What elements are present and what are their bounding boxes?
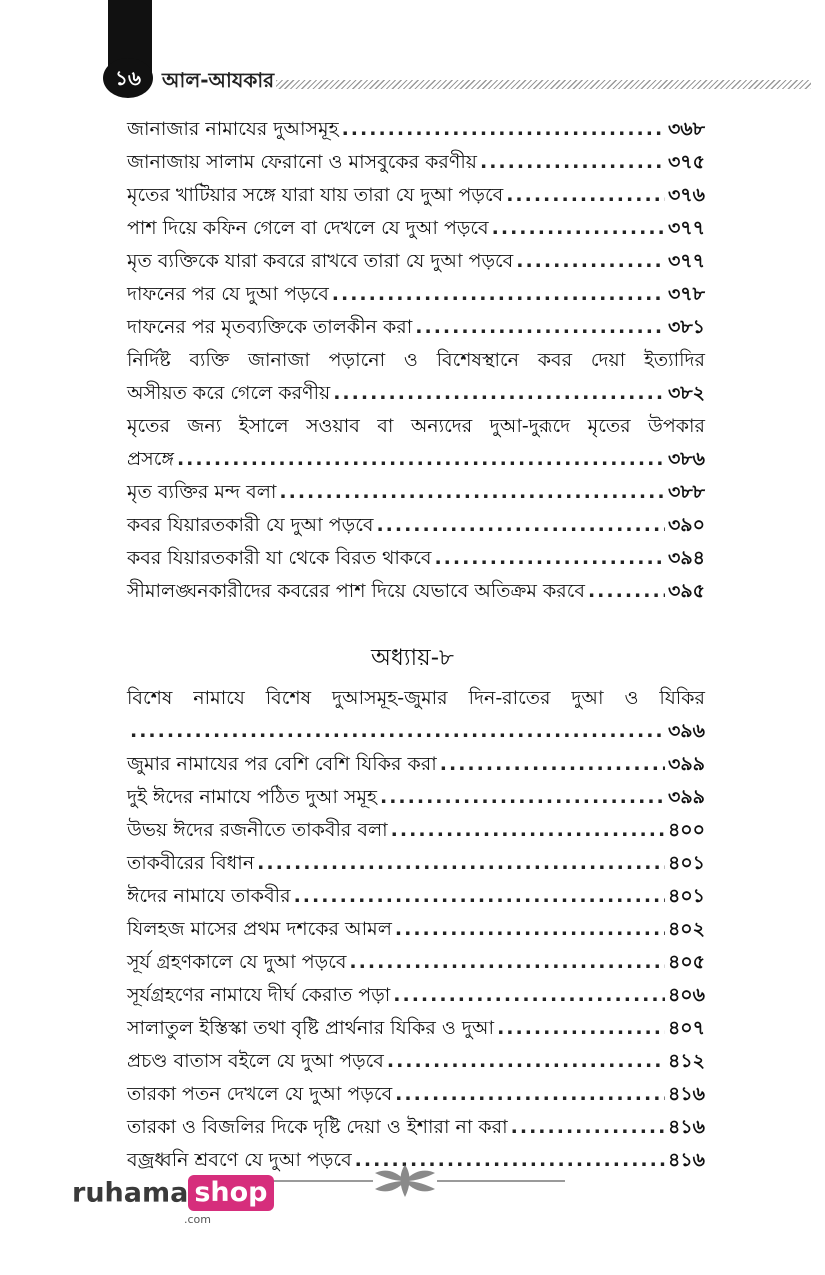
toc-entry bbox=[127, 1012, 705, 1045]
toc-entry bbox=[127, 542, 705, 575]
toc-page-number: ৪১৬ bbox=[667, 1083, 705, 1105]
toc-leader-dots bbox=[506, 179, 665, 212]
toc-leader-dots bbox=[332, 278, 665, 311]
toc-entry-title: উভয় ঈদের রজনীতে তাকবীর বলা bbox=[127, 819, 388, 841]
toc-page-number: ৪০০ bbox=[667, 819, 705, 841]
toc-entry-line: নির্দিষ্ট ব্যক্তি জানাজা পড়ানো ও বিশেষস্থানে কবর দেয়া ইত্যাদির bbox=[127, 349, 705, 371]
toc-leader-dots bbox=[415, 311, 665, 344]
toc-leader-dots bbox=[349, 946, 665, 979]
ruhama-shop-logo bbox=[72, 1175, 274, 1226]
toc-page-number: ৪১৬ bbox=[667, 1116, 705, 1138]
toc-leader-dots bbox=[279, 476, 665, 509]
toc-page-number: ৩৭৭ bbox=[667, 217, 705, 239]
toc-page-number: ৪১২ bbox=[667, 1050, 705, 1072]
toc-entry bbox=[127, 575, 705, 608]
toc-entry-title: দাফনের পর যে দুআ পড়বে bbox=[127, 283, 329, 305]
toc-entry bbox=[127, 476, 705, 509]
toc-page-number: ৪০৬ bbox=[667, 984, 705, 1006]
toc-entry-title: জানাজার নামাযের দুআসমূহ bbox=[127, 118, 339, 140]
toc-entry-title: কবর যিয়ারতকারী যে দুআ পড়বে bbox=[127, 514, 374, 536]
logo-text: ruhama bbox=[72, 1177, 189, 1209]
toc-entry bbox=[127, 913, 705, 946]
toc-entry bbox=[127, 1078, 705, 1111]
toc-entry-title: প্রসঙ্গে bbox=[127, 448, 174, 470]
toc-page-number: ৩৯৯ bbox=[667, 753, 705, 775]
toc-page-number: ৩৯৪ bbox=[667, 547, 705, 569]
toc-leader-dots bbox=[376, 509, 665, 542]
toc-entry bbox=[127, 979, 705, 1012]
toc-entry-title: পাশ দিয়ে কফিন গেলে বা দেখলে যে দুআ পড়বে bbox=[127, 217, 489, 239]
toc-leader-dots bbox=[440, 748, 665, 781]
toc-entry bbox=[127, 847, 705, 880]
logo-domain: .com bbox=[184, 1213, 211, 1226]
toc-leader-dots bbox=[294, 880, 665, 913]
toc-entry-title: সূর্য গ্রহণকালে যে দুআ পড়বে bbox=[127, 951, 347, 973]
toc-entry-title: মৃতের খাটিয়ার সঙ্গে যারা যায় তারা যে দুআ পড়বে bbox=[127, 184, 504, 206]
toc-entry-title: মৃত ব্যক্তির মন্দ বলা bbox=[127, 481, 277, 503]
toc-page-number: ৩৮১ bbox=[667, 316, 705, 338]
toc-page-number: ৪০৫ bbox=[667, 951, 705, 973]
toc-entry bbox=[127, 946, 705, 979]
toc-leader-dots bbox=[434, 542, 665, 575]
toc-entry-title: মৃত ব্যক্তিকে যারা কবরে রাখবে তারা যে দুআ পড়বে bbox=[127, 250, 514, 272]
toc-entry bbox=[127, 781, 705, 814]
toc-leader-dots bbox=[393, 979, 665, 1012]
toc-page-number: ৩৭৭ bbox=[667, 250, 705, 272]
toc-leader-dots bbox=[497, 1012, 665, 1045]
toc-leader-dots bbox=[480, 146, 665, 179]
toc-entry bbox=[127, 113, 705, 146]
toc-entry bbox=[127, 278, 705, 311]
toc-entry-title: যিলহজ মাসের প্রথম দশকের আমল bbox=[127, 918, 392, 940]
toc-entry-title: জুমার নামাযের পর বেশি বেশি যিকির করা bbox=[127, 753, 437, 775]
toc-entry bbox=[127, 179, 705, 212]
toc-page-number: ৪০২ bbox=[667, 918, 705, 940]
toc-entry bbox=[127, 715, 705, 748]
toc-entry bbox=[127, 509, 705, 542]
toc-leader-dots bbox=[257, 847, 665, 880]
page-number: ১৬ bbox=[103, 58, 153, 98]
toc-entry-title: অসীয়ত করে গেলে করণীয় bbox=[127, 382, 331, 404]
toc-leader-dots bbox=[391, 814, 665, 847]
toc-page-number: ৩৯৬ bbox=[667, 720, 705, 742]
toc-page-number: ৩৭৫ bbox=[667, 151, 705, 173]
book-title: আল-আযকার bbox=[162, 68, 275, 92]
toc-page-number: ৩৯৫ bbox=[667, 580, 705, 602]
toc-entry-title: তারকা পতন দেখলে যে দুআ পড়বে bbox=[127, 1083, 393, 1105]
toc-leader-dots bbox=[130, 715, 665, 748]
toc-page-number: ৩৬৮ bbox=[667, 118, 705, 140]
toc-entry bbox=[127, 1111, 705, 1144]
toc-page-number: ৪০৭ bbox=[667, 1017, 705, 1039]
toc-entry bbox=[127, 1045, 705, 1078]
toc-entry-title: দাফনের পর মৃতব্যক্তিকে তালকীন করা bbox=[127, 316, 413, 338]
toc-leader-dots bbox=[387, 1045, 665, 1078]
chapter-heading: অধ্যায়-৮ bbox=[371, 645, 454, 671]
header-rule bbox=[276, 80, 811, 89]
toc-page-number: ৩৮৬ bbox=[667, 448, 705, 470]
toc-entry-title: প্রচণ্ড বাতাস বইলে যে দুআ পড়বে bbox=[127, 1050, 384, 1072]
toc-entry-title: তারকা ও বিজলির দিকে দৃষ্টি দেয়া ও ইশারা না করা bbox=[127, 1116, 508, 1138]
toc-leader-dots bbox=[516, 245, 665, 278]
toc-entry bbox=[127, 443, 705, 476]
toc-page-number: ৩৭৮ bbox=[667, 283, 705, 305]
toc-entry-title: ঈদের নামাযে তাকবীর bbox=[127, 885, 291, 907]
toc-entry bbox=[127, 146, 705, 179]
toc-entry-title: তাকবীরের বিধান bbox=[127, 852, 255, 874]
toc-entry-title: দুই ঈদের নামাযে পঠিত দুআ সমূহ bbox=[127, 786, 377, 808]
toc-entry bbox=[127, 748, 705, 781]
toc-page-number: ৪১৬ bbox=[667, 1149, 705, 1171]
toc-entry bbox=[127, 880, 705, 913]
toc-leader-dots bbox=[333, 377, 665, 410]
toc-section-1 bbox=[127, 113, 705, 608]
toc-entry-line: বিশেষ নামাযে বিশেষ দুআসমূহ-জুমার দিন-রাতের দুআ ও যিকির bbox=[127, 687, 705, 709]
toc-entry bbox=[127, 311, 705, 344]
toc-leader-dots bbox=[177, 443, 665, 476]
toc-entry bbox=[127, 377, 705, 410]
toc-entry-title: বজ্রধ্বনি শ্রবণে যে দুআ পড়বে bbox=[127, 1149, 352, 1171]
toc-entry bbox=[127, 212, 705, 245]
toc-section-2 bbox=[127, 682, 705, 1177]
toc-leader-dots bbox=[588, 575, 665, 608]
toc-leader-dots bbox=[342, 113, 665, 146]
ornament-divider-icon bbox=[245, 1163, 565, 1199]
toc-page-number: ৩৮২ bbox=[667, 382, 705, 404]
toc-entry-title: সীমালঙ্ঘনকারীদের কবরের পাশ দিয়ে যেভাবে অতিক্রম করবে bbox=[127, 580, 585, 602]
toc-page-number: ৪০১ bbox=[667, 852, 705, 874]
toc-entry-line: মৃতের জন্য ইসালে সওয়াব বা অন্যদের দুআ-দুরূদে মৃতের উপকার bbox=[127, 415, 705, 437]
toc-page-number: ৪০১ bbox=[667, 885, 705, 907]
toc-entry-title: সূর্যগ্রহণের নামাযে দীর্ঘ কেরাত পড়া bbox=[127, 984, 391, 1006]
toc-page-number: ৩৯০ bbox=[667, 514, 705, 536]
toc-entry bbox=[127, 814, 705, 847]
toc-leader-dots bbox=[395, 913, 665, 946]
toc-entry-title: কবর যিয়ারতকারী যা থেকে বিরত থাকবে bbox=[127, 547, 432, 569]
toc-page-number: ৩৯৯ bbox=[667, 786, 705, 808]
toc-leader-dots bbox=[380, 781, 665, 814]
toc-page-number: ৩৭৬ bbox=[667, 184, 705, 206]
toc-entry bbox=[127, 245, 705, 278]
toc-page-number: ৩৮৮ bbox=[667, 481, 705, 503]
toc-leader-dots bbox=[511, 1111, 665, 1144]
toc-entry-title: জানাজায় সালাম ফেরানো ও মাসবুকের করণীয় bbox=[127, 151, 477, 173]
toc-entry-title: সালাতুল ইস্তিস্কা তথা বৃষ্টি প্রার্থনার যিকির ও দুআ bbox=[127, 1017, 495, 1039]
logo-highlight: shop bbox=[188, 1175, 273, 1211]
toc-leader-dots bbox=[492, 212, 665, 245]
toc-leader-dots bbox=[395, 1078, 665, 1111]
